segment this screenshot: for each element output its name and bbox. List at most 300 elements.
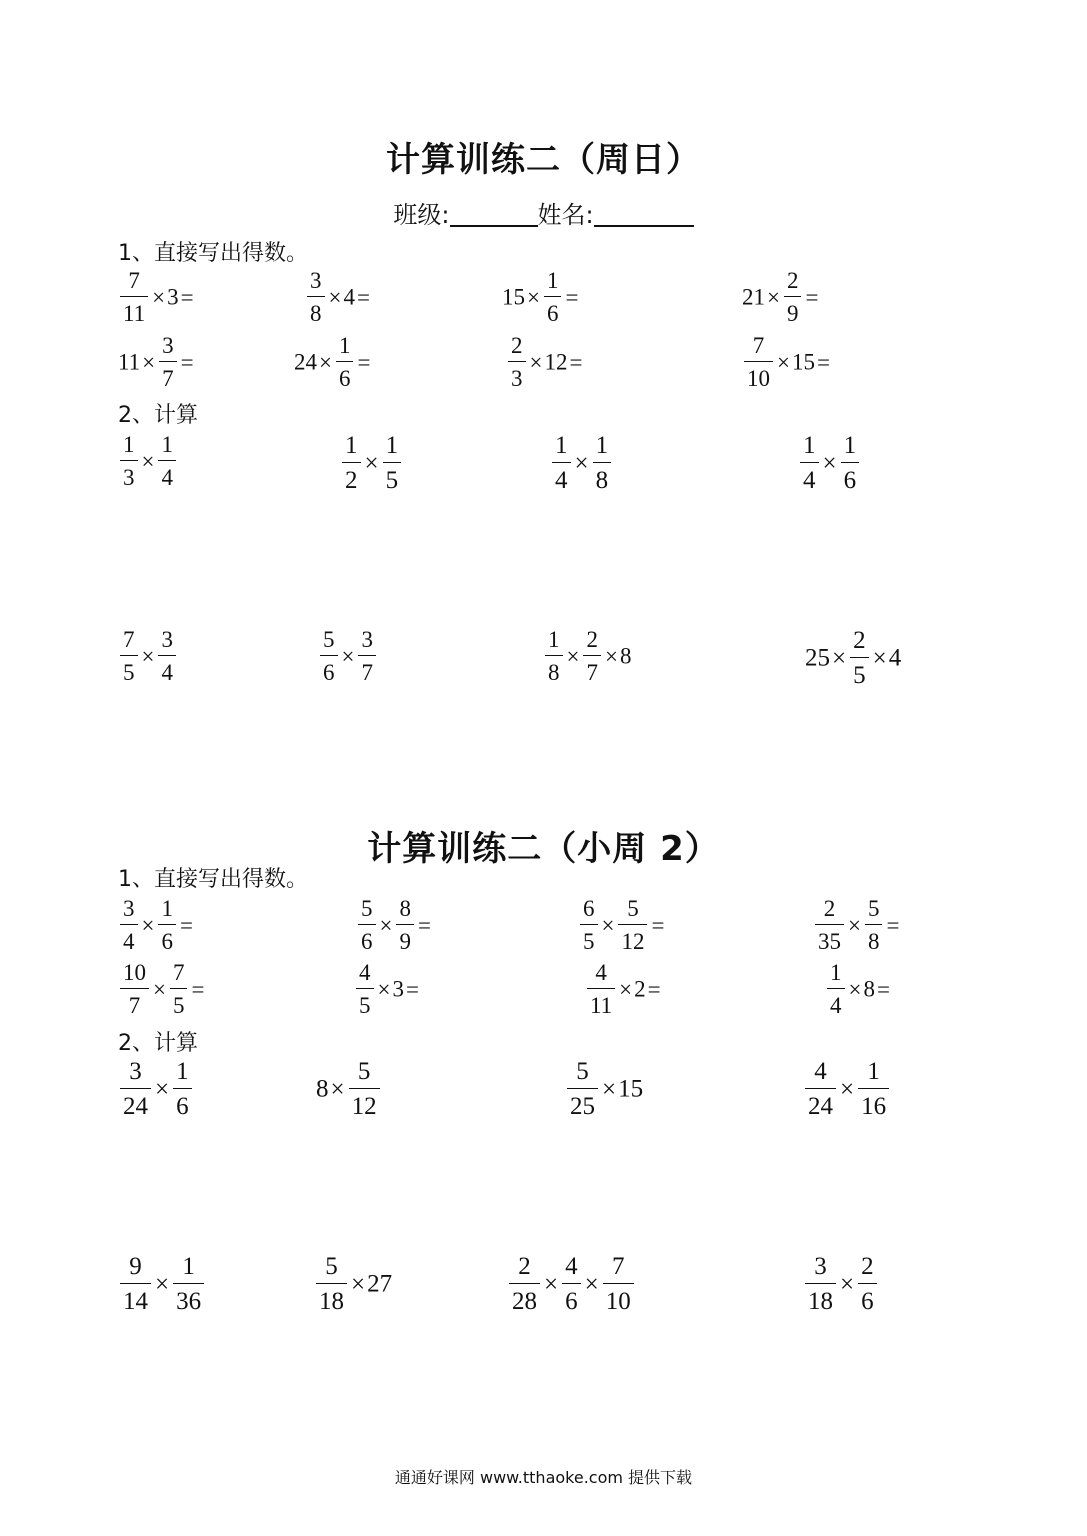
ws1-s2-expr-6 <box>318 627 378 685</box>
fraction-bar <box>358 924 376 925</box>
numerator: 2 <box>586 627 598 652</box>
fraction-bar <box>587 988 615 989</box>
fraction <box>544 268 562 326</box>
fraction <box>618 896 647 954</box>
fraction <box>358 896 376 954</box>
denominator: 8 <box>548 660 560 685</box>
ws2-s2-expr-7 <box>507 1253 636 1315</box>
fraction <box>173 1253 204 1315</box>
numerator: 1 <box>385 432 399 459</box>
ws2-s1-expr-1 <box>118 896 195 954</box>
denominator: 5 <box>385 467 399 494</box>
numerator: 3 <box>310 268 322 293</box>
numerator: 1 <box>182 1253 195 1280</box>
numerator: 2 <box>853 627 866 654</box>
fraction <box>173 1058 192 1120</box>
fraction-bar <box>800 462 819 463</box>
numerator: 1 <box>555 432 568 459</box>
denominator: 6 <box>161 929 173 954</box>
ws1-section1-heading: 1、直接写出得数。 <box>118 241 308 266</box>
fraction-bar <box>396 924 414 925</box>
fraction-bar <box>603 1283 634 1284</box>
fraction <box>841 432 860 494</box>
fraction <box>562 1253 581 1315</box>
times-operator: × <box>155 1270 170 1298</box>
numerator: 4 <box>814 1058 827 1085</box>
times-operator: × <box>529 349 543 375</box>
fraction <box>583 627 601 685</box>
numerator: 5 <box>357 1058 371 1085</box>
numerator: 5 <box>325 1253 338 1280</box>
fraction <box>120 268 148 326</box>
numerator: 8 <box>399 896 411 921</box>
fraction <box>784 268 802 326</box>
fraction <box>805 1058 836 1120</box>
equals-sign: = <box>651 912 665 938</box>
denominator: 4 <box>123 929 135 954</box>
ws2-s2-expr-8 <box>803 1253 879 1315</box>
times-operator: × <box>319 349 332 375</box>
fraction <box>567 1058 598 1120</box>
integer: 8 <box>619 643 632 669</box>
fraction-bar <box>159 361 177 362</box>
fraction-bar <box>383 462 402 463</box>
fraction-bar <box>158 655 176 656</box>
fraction <box>120 896 138 954</box>
denominator: 2 <box>345 467 358 494</box>
fraction-bar <box>744 361 773 362</box>
denominator: 9 <box>786 301 799 326</box>
ws1-s1-expr-2 <box>305 268 372 326</box>
ws1-s2-expr-5 <box>118 627 178 685</box>
numerator: 1 <box>830 960 842 985</box>
fraction-bar <box>316 1283 347 1284</box>
denominator: 5 <box>359 993 371 1018</box>
denominator: 4 <box>555 467 568 494</box>
ws1-s1-expr-8 <box>742 333 832 391</box>
times-operator: × <box>152 284 166 310</box>
denominator: 4 <box>161 660 173 685</box>
times-operator: × <box>351 1270 366 1298</box>
numerator: 7 <box>172 960 185 985</box>
times-operator: × <box>364 449 379 477</box>
denominator: 4 <box>161 465 173 490</box>
numerator: 1 <box>843 432 857 459</box>
ws2-s2-expr-1 <box>118 1058 194 1120</box>
numerator: 1 <box>345 432 358 459</box>
numerator: 5 <box>867 896 880 921</box>
fraction-bar <box>120 1283 151 1284</box>
denominator: 9 <box>399 929 411 954</box>
ws2-s2-expr-5 <box>118 1253 206 1315</box>
numerator: 3 <box>161 627 173 652</box>
numerator: 1 <box>867 1058 880 1085</box>
numerator: 3 <box>129 1058 142 1085</box>
numerator: 5 <box>627 896 639 921</box>
equals-sign: = <box>569 349 583 375</box>
denominator: 6 <box>323 660 335 685</box>
times-operator: × <box>330 1075 345 1103</box>
ws1-s1-expr-4 <box>742 268 820 326</box>
fraction-bar <box>618 924 647 925</box>
fraction <box>827 960 845 1018</box>
numerator: 1 <box>161 896 173 921</box>
fraction <box>815 896 844 954</box>
name-label: 姓名: <box>537 201 594 229</box>
ws1-s2-expr-1 <box>118 432 178 490</box>
ws2-section2-heading: 2、计算 <box>118 1031 198 1056</box>
ws2-s1-expr-4 <box>813 896 901 954</box>
ws2-s1-expr-7 <box>585 960 663 1018</box>
equals-sign: = <box>816 349 830 375</box>
ws2-s2-expr-4 <box>803 1058 891 1120</box>
fraction-bar <box>173 1283 204 1284</box>
student-info-line <box>0 195 1087 230</box>
denominator: 7 <box>586 660 598 685</box>
ws1-section2-heading: 2、计算 <box>118 403 198 428</box>
fraction-bar <box>841 462 860 463</box>
denominator: 6 <box>546 301 559 326</box>
times-operator: × <box>767 284 780 310</box>
numerator: 3 <box>123 896 135 921</box>
integer: 2 <box>634 976 646 1002</box>
fraction <box>159 333 177 391</box>
integer: 24 <box>294 349 317 375</box>
integer: 8 <box>863 976 875 1002</box>
times-operator: × <box>141 912 155 938</box>
fraction <box>509 1253 540 1315</box>
times-operator: × <box>141 448 155 474</box>
numerator: 2 <box>861 1253 874 1280</box>
times-operator: × <box>777 349 790 375</box>
denominator: 6 <box>843 467 857 494</box>
denominator: 16 <box>861 1093 887 1120</box>
ws1-s1-expr-3 <box>502 268 580 326</box>
numerator: 3 <box>361 627 373 652</box>
times-operator: × <box>142 349 156 375</box>
fraction-bar <box>858 1088 889 1089</box>
integer: 15 <box>618 1075 644 1103</box>
fraction-bar <box>805 1283 836 1284</box>
fraction <box>120 627 138 685</box>
times-operator: × <box>153 976 166 1002</box>
equals-sign: = <box>356 284 370 310</box>
times-operator: × <box>848 912 861 938</box>
numerator: 4 <box>565 1253 578 1280</box>
ws2-s2-expr-3 <box>565 1058 643 1120</box>
equals-sign: = <box>180 349 194 375</box>
ws1-s2-expr-4 <box>798 432 861 494</box>
ws1-s2-expr-3 <box>550 432 613 494</box>
fraction-bar <box>593 462 612 463</box>
equals-sign: = <box>191 976 205 1002</box>
equals-sign: = <box>417 912 431 938</box>
ws1-s2-expr-2 <box>340 432 403 494</box>
times-operator: × <box>602 1075 617 1103</box>
worksheet2-title: 计算训练二（小周 2） <box>367 829 720 869</box>
name-blank[interactable] <box>594 201 694 227</box>
times-operator: × <box>872 644 887 672</box>
integer: 12 <box>544 349 568 375</box>
denominator: 5 <box>853 662 866 689</box>
ws2-s2-expr-2 <box>316 1058 382 1120</box>
integer: 4 <box>888 644 902 672</box>
fraction-bar <box>509 1283 540 1284</box>
ws1-s2-expr-8 <box>805 627 901 689</box>
numerator: 4 <box>595 960 607 985</box>
fraction <box>120 1253 151 1315</box>
denominator: 6 <box>565 1288 578 1315</box>
fraction-bar <box>320 655 338 656</box>
fraction <box>356 960 374 1018</box>
denominator: 4 <box>803 467 816 494</box>
fraction <box>865 896 883 954</box>
fraction <box>383 432 402 494</box>
denominator: 6 <box>176 1093 189 1120</box>
ws2-s1-expr-8 <box>825 960 892 1018</box>
denominator: 8 <box>867 929 880 954</box>
fraction-bar <box>173 1088 192 1089</box>
fraction <box>358 627 376 685</box>
numerator: 1 <box>595 432 609 459</box>
ws1-s1-expr-7 <box>506 333 584 391</box>
denominator: 12 <box>621 929 645 954</box>
denominator: 5 <box>123 660 135 685</box>
worksheet1-title: 计算训练二（周日） <box>386 140 701 180</box>
denominator: 3 <box>511 366 523 391</box>
ws1-s1-expr-6 <box>294 333 372 391</box>
times-operator: × <box>566 643 580 669</box>
denominator: 24 <box>123 1093 148 1120</box>
fraction-bar <box>358 655 376 656</box>
numerator: 5 <box>576 1058 589 1085</box>
ws2-section1-heading: 1、直接写出得数。 <box>118 867 308 892</box>
numerator: 1 <box>803 432 816 459</box>
times-operator: × <box>379 912 393 938</box>
equals-sign: = <box>357 349 371 375</box>
denominator: 6 <box>361 929 373 954</box>
fraction-bar <box>158 460 176 461</box>
fraction-bar <box>120 655 138 656</box>
class-label: 班级: <box>393 201 450 229</box>
denominator: 28 <box>512 1288 537 1315</box>
numerator: 2 <box>786 268 799 293</box>
times-operator: × <box>848 976 862 1002</box>
times-operator: × <box>544 1270 559 1298</box>
numerator: 5 <box>323 627 335 652</box>
fraction <box>587 960 615 1018</box>
denominator: 12 <box>351 1093 377 1120</box>
fraction-bar <box>158 924 176 925</box>
integer: 27 <box>367 1270 393 1298</box>
fraction-bar <box>583 655 601 656</box>
ws1-s2-expr-7 <box>543 627 631 685</box>
fraction-bar <box>120 988 149 989</box>
fraction-bar <box>858 1283 877 1284</box>
fraction-bar <box>508 361 526 362</box>
fraction-bar <box>307 296 325 297</box>
fraction <box>120 1058 151 1120</box>
equals-sign: = <box>565 284 579 310</box>
fraction <box>603 1253 634 1315</box>
numerator: 9 <box>129 1253 142 1280</box>
equals-sign: = <box>886 912 900 938</box>
fraction-bar <box>120 1088 151 1089</box>
denominator: 4 <box>830 993 842 1018</box>
numerator: 1 <box>546 268 559 293</box>
integer: 8 <box>316 1075 329 1103</box>
times-operator: × <box>601 912 615 938</box>
fraction <box>316 1253 347 1315</box>
fraction <box>349 1058 380 1120</box>
denominator: 6 <box>338 366 351 391</box>
equals-sign: = <box>805 284 819 310</box>
fraction <box>170 960 188 1018</box>
fraction <box>120 432 138 490</box>
class-blank[interactable] <box>450 201 538 227</box>
integer: 3 <box>167 284 179 310</box>
fraction-bar <box>815 924 844 925</box>
fraction-bar <box>567 1088 598 1089</box>
equals-sign: = <box>647 976 661 1002</box>
denominator: 8 <box>310 301 322 326</box>
numerator: 2 <box>511 333 523 358</box>
times-operator: × <box>328 284 342 310</box>
fraction <box>158 896 176 954</box>
fraction-bar <box>865 924 883 925</box>
fraction <box>508 333 526 391</box>
numerator: 10 <box>123 960 146 985</box>
numerator: 1 <box>548 627 560 652</box>
fraction <box>805 1253 836 1315</box>
denominator: 7 <box>361 660 373 685</box>
fraction <box>744 333 773 391</box>
numerator: 7 <box>752 333 765 358</box>
fraction <box>800 432 819 494</box>
fraction <box>593 432 612 494</box>
integer: 21 <box>742 284 765 310</box>
ws2-s1-expr-5 <box>118 960 206 1018</box>
denominator: 35 <box>818 929 841 954</box>
fraction-bar <box>805 1088 836 1089</box>
equals-sign: = <box>876 976 890 1002</box>
denominator: 7 <box>162 366 174 391</box>
denominator: 11 <box>123 301 146 326</box>
denominator: 10 <box>605 1288 631 1315</box>
integer: 15 <box>502 284 525 310</box>
times-operator: × <box>527 284 540 310</box>
times-operator: × <box>840 1075 855 1103</box>
times-operator: × <box>822 449 837 477</box>
denominator: 7 <box>128 993 141 1018</box>
numerator: 2 <box>518 1253 531 1280</box>
ws2-s1-expr-2 <box>356 896 433 954</box>
denominator: 11 <box>590 993 613 1018</box>
fraction-bar <box>827 988 845 989</box>
fraction <box>158 432 176 490</box>
numerator: 7 <box>611 1253 625 1280</box>
fraction <box>858 1058 889 1120</box>
integer: 15 <box>791 349 815 375</box>
numerator: 4 <box>359 960 371 985</box>
times-operator: × <box>840 1270 855 1298</box>
integer: 3 <box>392 976 404 1002</box>
numerator: 5 <box>361 896 373 921</box>
times-operator: × <box>574 449 589 477</box>
times-operator: × <box>141 643 155 669</box>
denominator: 5 <box>583 929 595 954</box>
numerator: 1 <box>176 1058 189 1085</box>
numerator: 3 <box>814 1253 827 1280</box>
integer: 25 <box>805 644 830 672</box>
fraction <box>342 432 361 494</box>
fraction <box>858 1253 877 1315</box>
times-operator: × <box>604 643 618 669</box>
denominator: 18 <box>319 1288 344 1315</box>
numerator: 2 <box>823 896 836 921</box>
fraction <box>552 432 571 494</box>
denominator: 10 <box>747 366 770 391</box>
fraction-bar <box>120 924 138 925</box>
fraction-bar <box>850 657 869 658</box>
ws1-s1-expr-5 <box>118 333 196 391</box>
fraction-bar <box>356 988 374 989</box>
fraction <box>545 627 563 685</box>
equals-sign: = <box>405 976 419 1002</box>
footer-credit: 通通好课网 www.tthaoke.com 提供下载 <box>394 1468 693 1487</box>
fraction <box>580 896 598 954</box>
times-operator: × <box>377 976 391 1002</box>
fraction-bar <box>349 1088 380 1089</box>
fraction <box>120 960 149 1018</box>
fraction-bar <box>120 296 148 297</box>
numerator: 7 <box>128 268 140 293</box>
denominator: 14 <box>123 1288 148 1315</box>
denominator: 6 <box>861 1288 874 1315</box>
numerator: 7 <box>123 627 135 652</box>
denominator: 25 <box>570 1093 595 1120</box>
times-operator: × <box>155 1075 170 1103</box>
fraction-bar <box>336 361 354 362</box>
fraction <box>336 333 354 391</box>
times-operator: × <box>341 643 355 669</box>
ws2-s2-expr-6 <box>314 1253 392 1315</box>
ws2-s1-expr-3 <box>578 896 666 954</box>
ws1-s1-expr-1 <box>118 268 196 326</box>
integer: 4 <box>343 284 355 310</box>
fraction <box>320 627 338 685</box>
fraction-bar <box>580 924 598 925</box>
times-operator: × <box>832 644 847 672</box>
numerator: 1 <box>161 432 173 457</box>
fraction-bar <box>342 462 361 463</box>
equals-sign: = <box>179 912 193 938</box>
fraction-bar <box>120 460 138 461</box>
fraction <box>158 627 176 685</box>
denominator: 8 <box>595 467 609 494</box>
numerator: 1 <box>338 333 351 358</box>
fraction <box>396 896 414 954</box>
fraction-bar <box>552 462 571 463</box>
denominator: 36 <box>176 1288 202 1315</box>
times-operator: × <box>584 1270 599 1298</box>
denominator: 18 <box>808 1288 833 1315</box>
denominator: 3 <box>123 465 135 490</box>
fraction-bar <box>562 1283 581 1284</box>
integer: 11 <box>118 349 141 375</box>
ws2-s1-expr-6 <box>354 960 421 1018</box>
numerator: 6 <box>583 896 595 921</box>
